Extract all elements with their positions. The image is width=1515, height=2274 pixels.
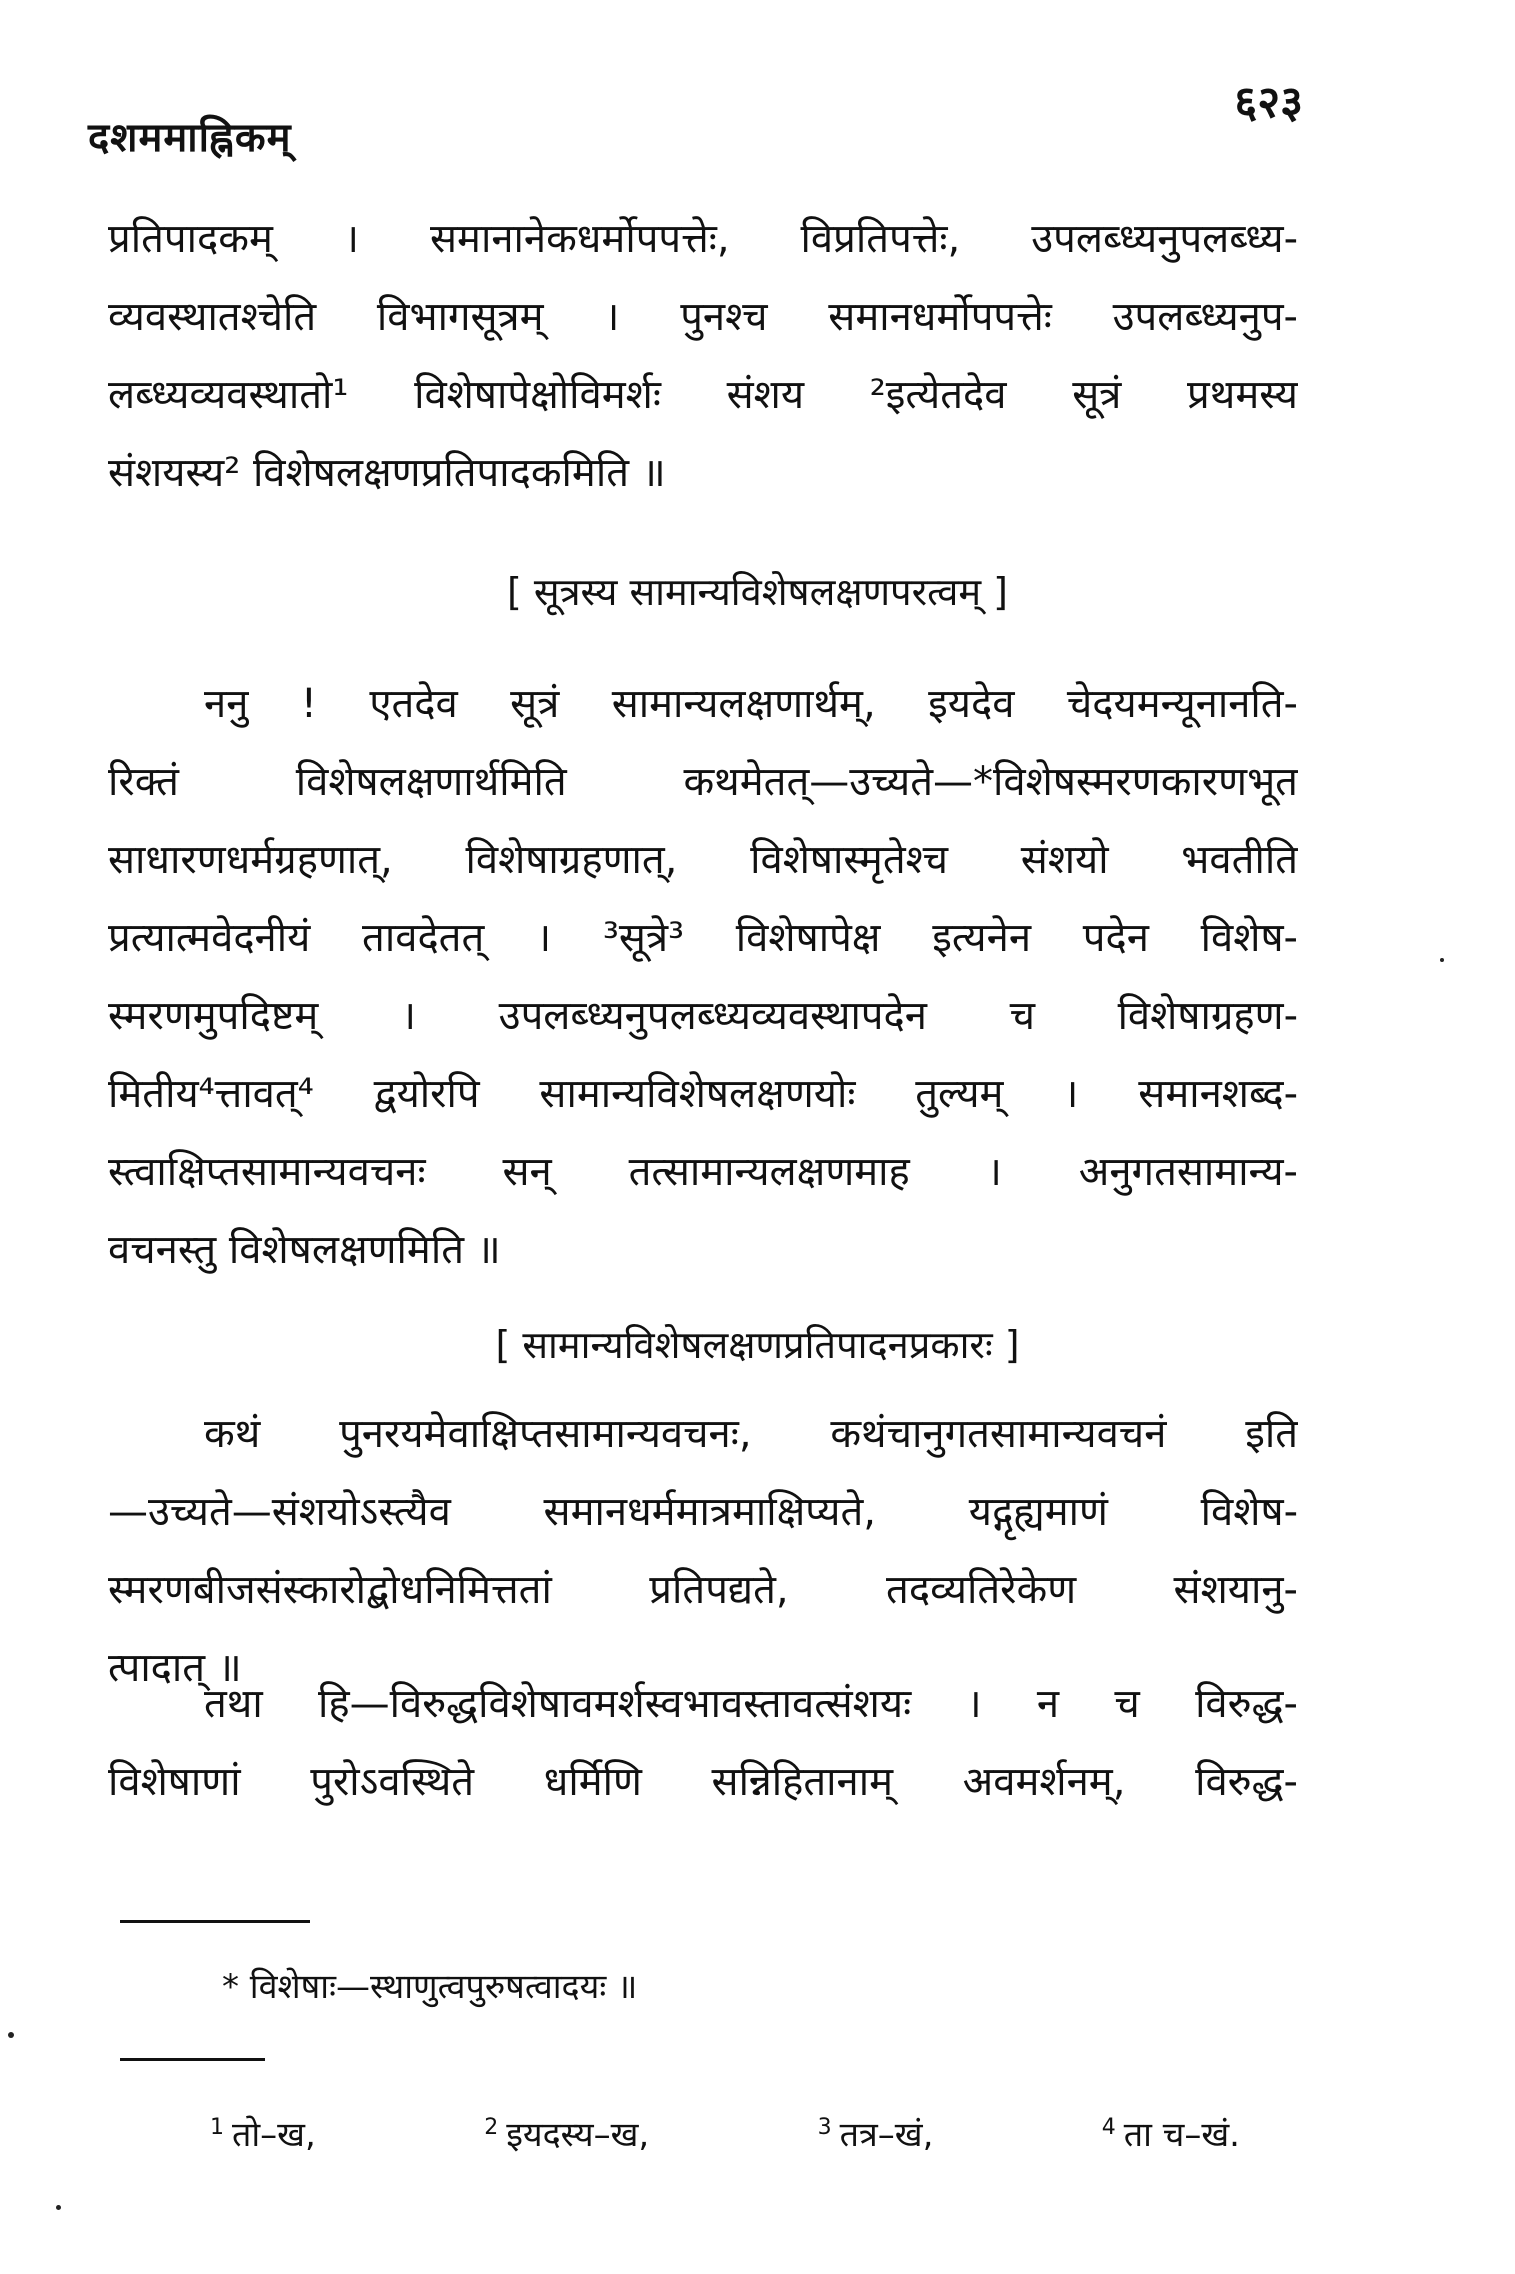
text-line: प्रत्यात्मवेदनीयं तावदेतत् । ³सूत्रे³ विशेषापेक्ष इत्यनेन पदेन विशेष- <box>108 915 1298 961</box>
variant-text: तत्र–खं, <box>839 2115 934 2155</box>
variant-text: तो–ख, <box>232 2115 316 2155</box>
text-line: ननु ! एतदेव सूत्रं सामान्यलक्षणार्थम्, इयदेव चेदयमन्यूनानति- <box>204 681 1298 727</box>
variants-divider <box>120 2058 265 2061</box>
variant-readings <box>210 2110 1240 2156</box>
section-heading-1: [ सूत्रस्य सामान्यविशेषलक्षणपरत्वम् ] <box>506 570 1009 614</box>
running-head: दशममाह्निकम् <box>88 115 292 161</box>
text-line: मितीय⁴त्तावत्⁴ द्वयोरपि सामान्यविशेषलक्षणयोः तुल्यम् । समानशब्द- <box>108 1071 1298 1117</box>
text-line: व्यवस्थातश्चेति विभागसूत्रम् । पुनश्च समानधर्मोपपत्तेः उपलब्ध्यनुप- <box>108 294 1298 340</box>
variant-number: 2 <box>484 2114 499 2140</box>
paragraph-4 <box>108 1665 1298 1821</box>
section-heading-2: [ सामान्यविशेषलक्षणप्रतिपादनप्रकारः ] <box>495 1323 1020 1367</box>
text-line: संशयस्य² विशेषलक्षणप्रतिपादकमिति ॥ <box>108 450 666 496</box>
variant-number: 3 <box>817 2114 832 2140</box>
variant-reading <box>210 2110 316 2156</box>
paragraph-2 <box>108 665 1298 1289</box>
variant-number: 1 <box>210 2114 224 2140</box>
variant-text: इयदस्य–ख, <box>506 2115 650 2155</box>
text-line: तथा हि—विरुद्धविशेषावमर्शस्वभावस्तावत्संशयः । न च विरुद्ध- <box>204 1681 1298 1727</box>
variant-reading <box>484 2110 649 2156</box>
page-number: ६२३ <box>1234 77 1303 128</box>
text-line: त्पादात् ॥ <box>108 1645 242 1691</box>
paragraph-1 <box>108 200 1298 512</box>
text-line: कथं पुनरयमेवाक्षिप्तसामान्यवचनः, कथंचानुगतसामान्यवचनं इति <box>204 1411 1298 1457</box>
text-line: विशेषाणां पुरोऽवस्थिते धर्मिणि सन्निहितानाम् अवमर्शनम्, विरुद्ध- <box>108 1759 1298 1805</box>
paragraph-3 <box>108 1395 1298 1707</box>
footnote-divider <box>120 1920 310 1923</box>
text-line: स्मरणबीजसंस्कारोद्बोधनिमित्ततां प्रतिपद्यते, तदव्यतिरेकेण संशयानु- <box>108 1567 1298 1613</box>
text-line: प्रतिपादकम् । समानानेकधर्मोपपत्तेः, विप्रतिपत्तेः, उपलब्ध्यनुपलब्ध्य- <box>108 216 1298 262</box>
footnote: * विशेषाः—स्थाणुत्वपुरुषत्वादयः ॥ <box>222 1967 638 2007</box>
text-line: —उच्यते—संशयोऽस्त्यैव समानधर्ममात्रमाक्षिप्यते, यद्गृह्यमाणं विशेष- <box>108 1489 1298 1535</box>
variant-reading <box>818 2110 934 2156</box>
text-line: वचनस्तु विशेषलक्षणमिति ॥ <box>108 1227 501 1273</box>
text-line: लब्ध्यव्यवस्थातो¹ विशेषापेक्षोविमर्शः संशय ²इत्येतदेव सूत्रं प्रथमस्य <box>108 372 1298 418</box>
text-line: स्त्वाक्षिप्तसामान्यवचनः सन् तत्सामान्यलक्षणमाह । अनुगतसामान्य- <box>108 1149 1298 1195</box>
variant-reading <box>1102 2110 1240 2156</box>
variant-text: ता च–खं. <box>1123 2115 1240 2155</box>
scan-speck <box>1440 958 1444 962</box>
text-line: स्मरणमुपदिष्टम् । उपलब्ध्यनुपलब्ध्यव्यवस्थापदेन च विशेषाग्रहण- <box>108 993 1298 1039</box>
text-line: साधारणधर्मग्रहणात्, विशेषाग्रहणात्, विशेषास्मृतेश्च संशयो भवतीति <box>108 837 1298 883</box>
scan-speck <box>8 2032 14 2038</box>
text-line: रिक्तं विशेषलक्षणार्थमिति कथमेतत्—उच्यते—*विशेषस्मरणकारणभूत <box>108 759 1298 805</box>
scan-speck <box>56 2205 61 2210</box>
variant-number: 4 <box>1101 2114 1116 2140</box>
